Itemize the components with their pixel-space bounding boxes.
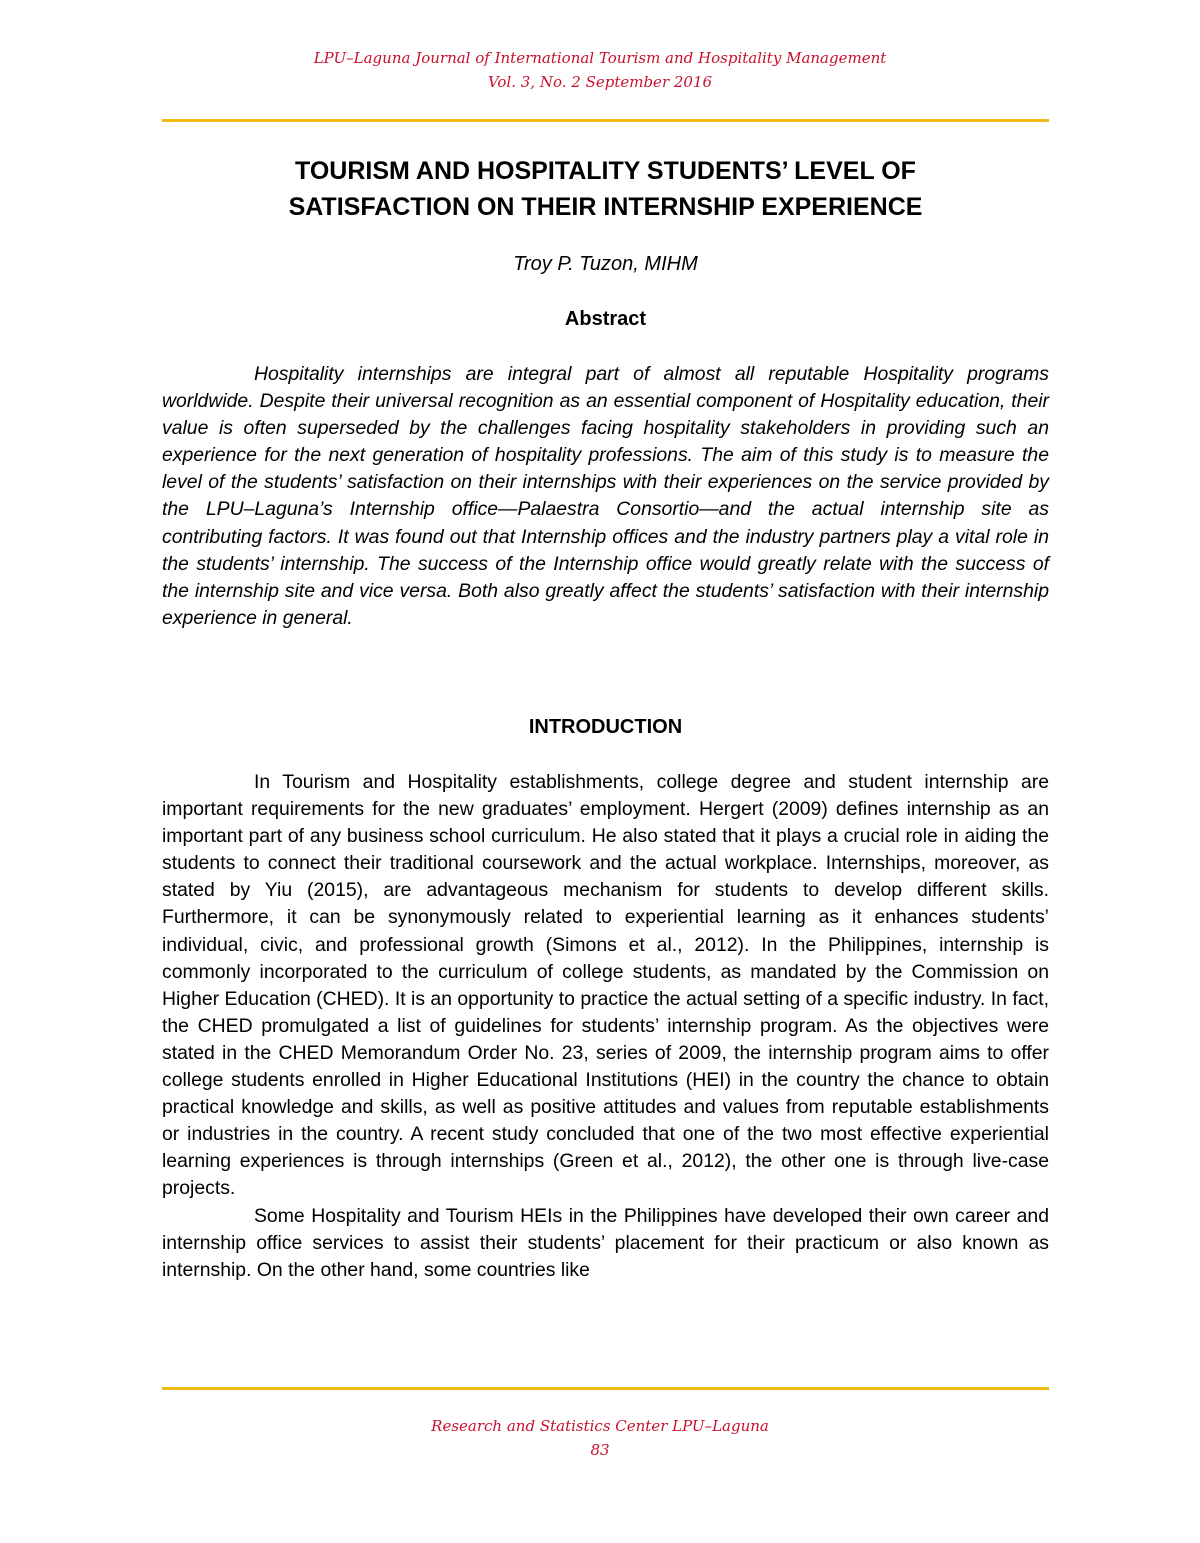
abstract-body (162, 361, 1049, 632)
running-footer (0, 1414, 1200, 1462)
introduction-paragraph-1: In Tourism and Hospitality establishments, college degree and student internship are important requirements for the new graduates’ employment. Hergert (2009) defines internship as an important part of any business school curriculum. He also stated that it plays a crucial role in aiding the students to connect their traditional coursework and the actual workplace. Internships, moreover, as stated by Yiu (2015), are advantageous mechanism for students to develop different skills. Furthermore, it can be synonymously related to experiential learning as it enhances students’ individual, civic, and professional growth (Simons et al., 2012). In the Philippines, internship is commonly incorporated to the curriculum of college students, as mandated by the Commission on Higher Education (CHED). It is an opportunity to practice the actual setting of a specific industry. In fact, the CHED promulgated a list of guidelines for students’ internship program. As the objectives were stated in the CHED Memorandum Order No. 23, series of 2009, the internship program aims to offer college students enrolled in Higher Educational Institutions (HEI) in the country the chance to obtain practical knowledge and skills, as well as positive attitudes and values from reputable establishments or industries in the country. A recent study concluded that one of the two most effective experiential learning experiences is through internships (Green et al., 2012), the other one is through live-case projects. (162, 771, 1049, 1200)
footer-divider (162, 1387, 1049, 1390)
abstract-paragraph: Hospitality internships are integral part of almost all reputable Hospitality programs worldwide. Despite their universal recognition as an essential component of Hospitality education, their value is often superseded by the challenges facing hospitality stakeholders in providing such an experience for the next generation of hospitality professions. The aim of this study is to measure the level of the students’ satisfaction on their internships with their experiences on the service provided by the LPU–Laguna’s Internship office—Palaestra Consortio—and the actual internship site as contributing factors. It was found out that Internship offices and the industry partners play a vital role in the students’ internship. The success of the Internship office would greatly relate with the success of the internship site and vice versa. Both also greatly affect the students’ satisfaction with their internship experience in general. (162, 363, 1049, 629)
introduction-paragraph-2: Some Hospitality and Tourism HEIs in the Philippines have developed their own career and internship office services to assist their students’ placement for their practicum or also known as internship. On the other hand, some countries like (162, 1204, 1049, 1281)
journal-name: LPU–Laguna Journal of International Tourism and Hospitality Management (313, 49, 887, 67)
running-header (0, 46, 1200, 94)
journal-issue: Vol. 3, No. 2 September 2016 (487, 73, 713, 91)
footer-publisher: Research and Statistics Center LPU–Laguna (431, 1417, 769, 1435)
introduction-body (162, 769, 1049, 1284)
header-divider (162, 119, 1049, 122)
introduction-heading: INTRODUCTION (528, 716, 683, 738)
author-name: Troy P. Tuzon, MIHM (513, 253, 698, 275)
abstract-heading: Abstract (564, 308, 647, 330)
title-line-2: SATISFACTION ON THEIR INTERNSHIP EXPERIENCE (288, 193, 923, 221)
paper-title (162, 153, 1049, 225)
title-line-1: TOURISM AND HOSPITALITY STUDENTS’ LEVEL OF (295, 157, 916, 185)
page-number: 83 (590, 1441, 610, 1459)
